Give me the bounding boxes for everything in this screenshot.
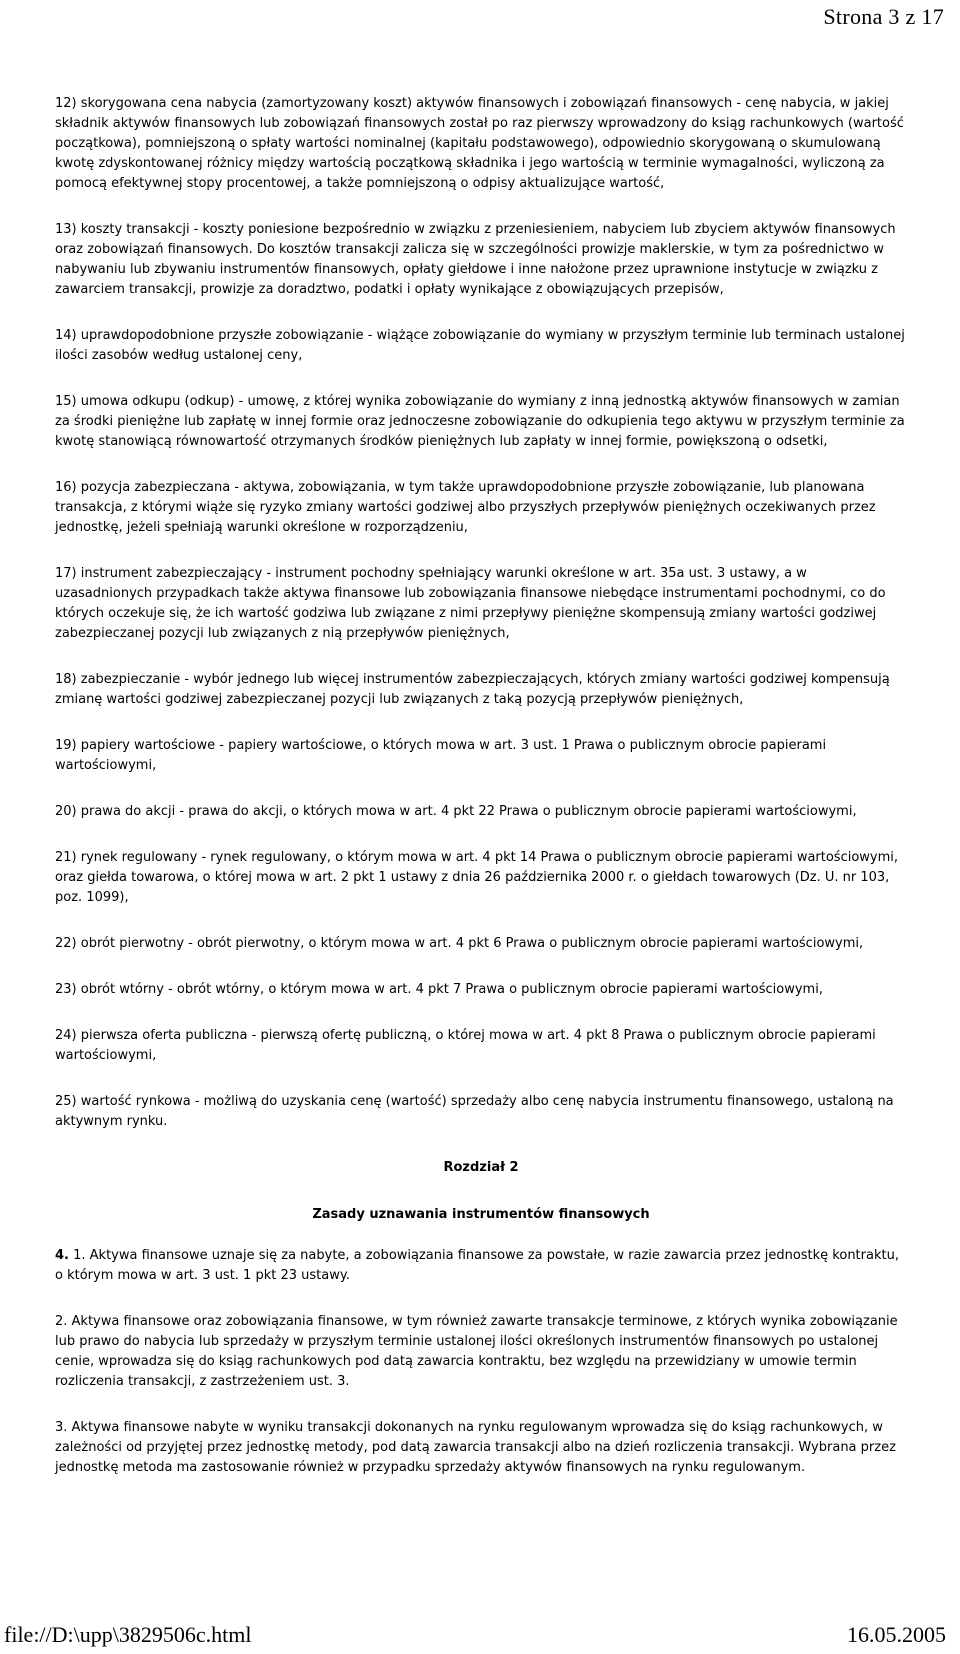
definition-15: 15) umowa odkupu (odkup) - umowę, z której wynika zobowiązanie do wymiany z inną jednostką aktywów finansowych w zamian za środki pieniężne lub zapłatę w innej formie oraz jednoczesne zobowiązanie do odkupienia tego aktywu w przyszłym terminie za kwotę stanowiącą równowartość otrzymanych środków pieniężnych lub zapłaty w innej formie, powiększoną o odsetki, — [55, 394, 905, 449]
footer-date: 16.05.2005 — [847, 1622, 946, 1647]
chapter-label: Rozdział 2 — [443, 1160, 519, 1175]
definition-19: 19) papiery wartościowe - papiery wartościowe, o których mowa w art. 3 ust. 1 Prawa o publicznym obrocie papierami wartościowymi, — [55, 738, 827, 773]
page-footer — [0, 1622, 960, 1652]
definition-21: 21) rynek regulowany - rynek regulowany, o którym mowa w art. 4 pkt 14 Prawa o publicznym obrocie papierami wartościowymi, oraz giełda towarowa, o której mowa w art. 2 pkt 1 ustawy z dnia 26 października 2000 r. o giełdach towarowych (Dz. U. nr 103, poz. 1099), — [55, 850, 899, 905]
article-4-section-2: 2. Aktywa finansowe oraz zobowiązania finansowe, w tym również zawarte transakcje terminowe, z których wynika zobowiązanie lub prawo do nabycia lub sprzedaży w przyszłym terminie ustalonej ilości określonych instrumentów finansowych po ustalonej cenie, wprowadza się do ksiąg rachunkowych pod datą zawarcia kontraktu, bez względu na przewidziany w umowie termin rozliczenia transakcji, z zastrzeżeniem ust. 3. — [55, 1314, 898, 1389]
document-body — [55, 94, 907, 1504]
definition-20: 20) prawa do akcji - prawa do akcji, o których mowa w art. 4 pkt 22 Prawa o publicznym obrocie papierami wartościowymi, — [55, 804, 857, 819]
definition-14: 14) uprawdopodobnione przyszłe zobowiązanie - wiążące zobowiązanie do wymiany w przyszłym terminie lub terminach ustalonej ilości zasobów według ustalonej ceny, — [55, 328, 905, 363]
article-section-text: 1. Aktywa finansowe uznaje się za nabyte, a zobowiązania finansowe za powstałe, w razie zawarcia przez jednostkę kontraktu, o którym mowa w art. 3 ust. 1 pkt 23 ustawy. — [55, 1248, 899, 1283]
definition-12: 12) skorygowana cena nabycia (zamortyzowany koszt) aktywów finansowych i zobowiązań finansowych - cenę nabycia, w jakiej składnik aktywów finansowych lub zobowiązań finansowych został po raz pierwszy wprowadzony do ksiąg rachunkowych (wartość początkowa), pomniejszoną o spłaty wartości nominalnej (kapitału podstawowego), odpowiednio skorygowaną o skumulowaną kwotę zdyskontowanej różnicy między wartością początkową składnika i jego wartością w terminie wymagalności, wyliczoną za pomocą efektywnej stopy procentowej, a także pomniejszoną o odpisy aktualizujące wartość, — [55, 96, 904, 191]
definition-22: 22) obrót pierwotny - obrót pierwotny, o którym mowa w art. 4 pkt 6 Prawa o publicznym obrocie papierami wartościowymi, — [55, 936, 864, 951]
chapter-title: Zasady uznawania instrumentów finansowych — [312, 1207, 650, 1222]
definition-17: 17) instrument zabezpieczający - instrument pochodny spełniający warunki określone w art. 35a ust. 3 ustawy, a w uzasadnionych przypadkach także aktywa finansowe lub zobowiązania finansowe niebędące instrumentami pochodnymi, co do których oczekuje się, że ich wartość godziwa lub związane z nimi przepływy pieniężne skompensują zmiany wartości godziwej zabezpieczanej pozycji lub związanych z nią przepływów pieniężnych, — [55, 566, 886, 641]
definition-13: 13) koszty transakcji - koszty poniesione bezpośrednio w związku z przeniesieniem, nabyciem lub zbyciem aktywów finansowych oraz zobowiązań finansowych. Do kosztów transakcji zalicza się w szczególności prowizje maklerskie, w tym za pośrednictwo w nabywaniu lub zbywaniu instrumentów finansowych, opłaty giełdowe i inne nałożone przez uprawnione instytucje w związku z zawarciem transakcji, prowizje za doradztwo, podatki i opłaty wynikające z obowiązujących przepisów, — [55, 222, 896, 297]
article-number: 4. — [55, 1248, 69, 1263]
article-4-section-3: 3. Aktywa finansowe nabyte w wyniku transakcji dokonanych na rynku regulowanym wprowadza się do ksiąg rachunkowych, w zależności od przyjętej przez jednostkę metody, pod datą zawarcia transakcji albo na dzień rozliczenia transakcji. Wybrana przez jednostkę metoda ma zastosowanie również w przypadku sprzedaży aktywów finansowych na rynku regulowanym. — [55, 1420, 896, 1475]
article-4-section-1 — [55, 1246, 907, 1286]
definition-25: 25) wartość rynkowa - możliwą do uzyskania cenę (wartość) sprzedaży albo cenę nabycia instrumentu finansowego, ustaloną na aktywnym rynku. — [55, 1094, 894, 1129]
definition-24: 24) pierwsza oferta publiczna - pierwszą ofertę publiczną, o której mowa w art. 4 pkt 8 Prawa o publicznym obrocie papierami wartościowymi, — [55, 1028, 876, 1063]
page-number-header: Strona 3 z 17 — [823, 4, 944, 29]
definition-18: 18) zabezpieczanie - wybór jednego lub więcej instrumentów zabezpieczających, których zmiany wartości godziwej kompensują zmianę wartości godziwej zabezpieczanej pozycji lub związanych z taką pozycją przepływów pieniężnych, — [55, 672, 890, 707]
definition-16: 16) pozycja zabezpieczana - aktywa, zobowiązania, w tym także uprawdopodobnione przyszłe zobowiązanie, lub planowana transakcja, z którymi wiąże się ryzyko zmiany wartości godziwej albo przyszłych przepływów pieniężnych oczekiwanych przez jednostkę, jeżeli spełniają warunki określone w rozporządzeniu, — [55, 480, 876, 535]
definition-23: 23) obrót wtórny - obrót wtórny, o którym mowa w art. 4 pkt 7 Prawa o publicznym obrocie papierami wartościowymi, — [55, 982, 823, 997]
footer-file-path: file://D:\upp\3829506c.html — [4, 1622, 252, 1647]
